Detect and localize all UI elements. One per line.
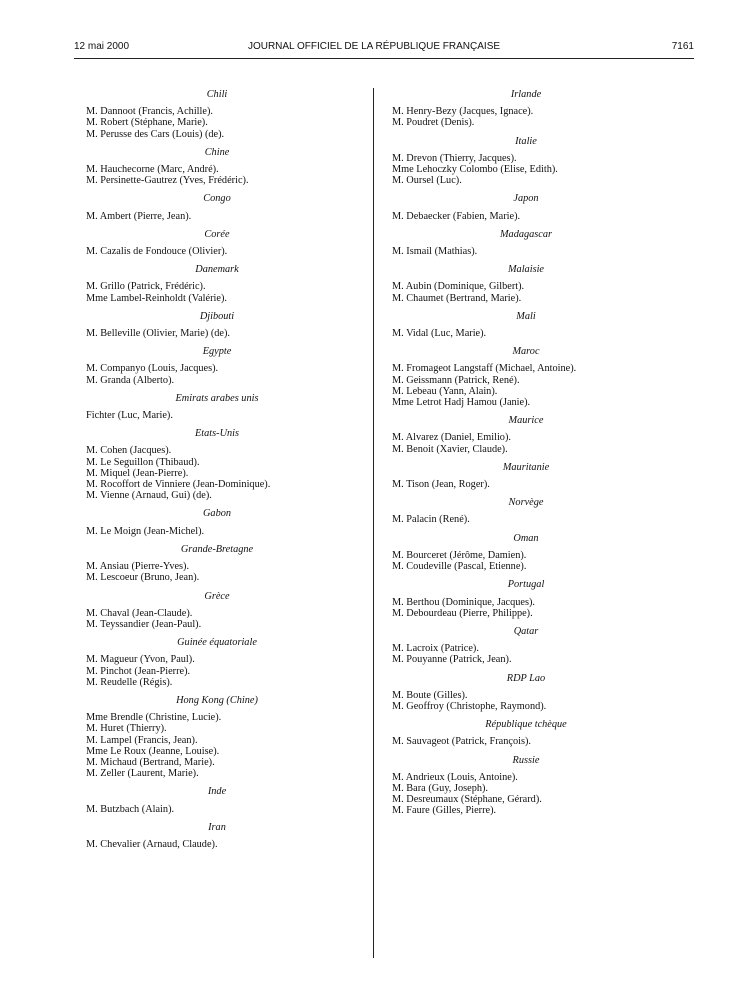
left-column <box>86 82 348 850</box>
appointee-entry: M. Chaumet (Bertrand, Marie). <box>392 292 522 304</box>
country-section <box>86 508 348 536</box>
appointee-entry: M. Fromageot Langstaff (Michael, Antoine). <box>392 363 577 375</box>
country-heading: Oman <box>513 532 539 544</box>
appointee-entry: M. Chaval (Jean-Claude). <box>86 607 193 619</box>
appointee-entry: M. Le Moign (Jean-Michel). <box>86 525 205 537</box>
country-section <box>86 264 348 304</box>
appointee-entry: M. Hauchecorne (Marc, André). <box>86 164 219 176</box>
country-heading: Congo <box>203 193 231 205</box>
country-heading: Italie <box>515 135 537 147</box>
appointee-entry: Mme Lambel-Reinholdt (Valérie). <box>86 292 227 304</box>
country-heading: Corée <box>204 228 230 240</box>
country-heading: Chine <box>204 146 230 158</box>
appointee-entry: M. Cohen (Jacques). <box>86 445 172 457</box>
appointee-entry: M. Teyssandier (Jean-Paul). <box>86 618 202 630</box>
country-heading: Irlande <box>510 89 542 100</box>
appointee-entry: M. Le Seguillon (Thibaud). <box>86 456 200 468</box>
appointee-entry: M. Vidal (Luc, Marie). <box>392 328 487 340</box>
appointee-entry: M. Magueur (Yvon, Paul). <box>86 654 195 666</box>
column-divider <box>373 88 374 958</box>
country-heading: Chili <box>206 89 228 100</box>
country-section <box>86 786 348 814</box>
appointee-entry: M. Desreumaux (Stéphane, Gérard). <box>392 794 542 806</box>
country-section <box>392 136 660 187</box>
country-section <box>392 193 660 221</box>
appointee-entry: M. Oursel (Luc). <box>392 175 462 187</box>
country-section <box>86 193 348 221</box>
appointee-entry: M. Lampel (Francis, Jean). <box>86 734 198 746</box>
appointee-entry: M. Dannoot (Francis, Achille). <box>86 106 213 118</box>
appointee-entry: Mme Lehoczky Colombo (Elise, Edith). <box>392 164 558 176</box>
appointee-entry: M. Zeller (Laurent, Marie). <box>86 768 199 780</box>
country-section <box>392 626 660 666</box>
country-heading: Grèce <box>204 590 230 602</box>
appointee-entry: M. Lebeau (Yann, Alain). <box>392 385 498 397</box>
country-section <box>86 822 348 850</box>
country-section <box>392 719 660 747</box>
country-heading: Etats-Unis <box>194 428 240 440</box>
country-section <box>392 89 660 129</box>
country-heading: Gabon <box>202 508 232 520</box>
appointee-entry: M. Bourceret (Jérôme, Damien). <box>392 549 527 561</box>
appointee-entry: M. Berthou (Dominique, Jacques). <box>392 596 535 608</box>
appointee-entry: M. Coudeville (Pascal, Etienne). <box>392 561 527 573</box>
appointee-entry: M. Chevalier (Arnaud, Claude). <box>86 838 218 850</box>
appointee-entry: M. Cazalis de Fondouce (Olivier). <box>86 246 228 258</box>
country-section <box>86 229 348 257</box>
appointee-entry: M. Michaud (Bertrand, Marie). <box>86 756 215 768</box>
country-heading: Malaisie <box>507 264 545 276</box>
country-section <box>392 533 660 573</box>
right-column <box>392 82 660 817</box>
appointee-entry: M. Alvarez (Daniel, Emilio). <box>392 432 511 444</box>
country-section <box>86 393 348 421</box>
appointee-entry: M. Boute (Gilles). <box>392 689 468 701</box>
appointee-entry: M. Vienne (Arnaud, Gui) (de). <box>86 490 212 502</box>
appointee-entry: M. Henry-Bezy (Jacques, Ignace). <box>392 106 534 118</box>
country-section <box>86 544 348 584</box>
country-section <box>86 147 348 187</box>
appointee-entry: M. Perusse des Cars (Louis) (de). <box>86 128 225 140</box>
country-section <box>392 462 660 490</box>
appointee-entry: M. Lacroix (Patrice). <box>392 643 479 655</box>
country-heading: Norvège <box>508 497 544 509</box>
country-section <box>86 695 348 779</box>
appointee-entry: Fichter (Luc, Marie). <box>86 410 173 422</box>
appointee-entry: M. Grillo (Patrick, Frédéric). <box>86 281 206 293</box>
country-section <box>392 415 660 455</box>
appointee-entry: M. Poudret (Denis). <box>392 117 475 129</box>
appointee-entry: Mme Brendle (Christine, Lucie). <box>86 712 222 724</box>
country-heading: Iran <box>208 821 226 833</box>
appointee-entry: M. Lescoeur (Bruno, Jean). <box>86 572 200 584</box>
appointee-entry: M. Andrieux (Louis, Antoine). <box>392 771 518 783</box>
appointee-entry: M. Belleville (Olivier, Marie) (de). <box>86 328 230 340</box>
country-section <box>392 673 660 713</box>
appointee-entry: M. Palacin (René). <box>392 514 470 526</box>
appointee-entry: M. Granda (Alberto). <box>86 374 175 386</box>
appointee-entry: M. Robert (Stéphane, Marie). <box>86 117 208 129</box>
appointee-entry: M. Butzbach (Alain). <box>86 803 175 815</box>
country-heading: Djibouti <box>199 310 235 322</box>
country-section <box>86 428 348 501</box>
country-heading: République tchèque <box>485 719 567 731</box>
appointee-entry: M. Geoffroy (Christophe, Raymond). <box>392 700 547 712</box>
appointee-entry: M. Miquel (Jean-Pierre). <box>86 467 189 479</box>
appointee-entry: Mme Letrot Hadj Hamou (Janie). <box>392 397 531 409</box>
appointee-entry: M. Companyo (Louis, Jacques). <box>86 363 219 375</box>
country-heading: Japon <box>513 193 539 205</box>
country-heading: Portugal <box>507 579 545 591</box>
appointee-entry: M. Faure (Gilles, Pierre). <box>392 805 497 817</box>
appointee-entry: M. Huret (Thierry). <box>86 723 167 735</box>
country-section <box>392 497 660 525</box>
appointee-entry: M. Persinette-Gautrez (Yves, Frédéric). <box>86 175 249 187</box>
country-section <box>392 755 660 817</box>
country-section <box>86 346 348 386</box>
country-heading: Qatar <box>513 625 539 637</box>
appointee-entry: M. Bara (Guy, Joseph). <box>392 782 488 794</box>
country-section <box>86 637 348 688</box>
appointee-entry: M. Debourdeau (Pierre, Philippe). <box>392 607 533 619</box>
country-heading: Guinée équatoriale <box>177 637 257 649</box>
header-date: 12 mai 2000 <box>74 41 130 52</box>
country-section <box>392 229 660 257</box>
appointee-entry: M. Ansiau (Pierre-Yves). <box>86 561 190 573</box>
country-section <box>392 346 660 408</box>
header-page-number: 7161 <box>671 41 694 52</box>
appointee-entry: M. Pinchot (Jean-Pierre). <box>86 665 191 677</box>
country-heading: Mali <box>516 310 536 322</box>
country-heading: Russie <box>512 754 540 766</box>
country-section <box>392 311 660 339</box>
appointee-entry: M. Drevon (Thierry, Jacques). <box>392 152 517 164</box>
header-title: JOURNAL OFFICIEL DE LA RÉPUBLIQUE FRANÇAISE <box>247 41 501 52</box>
country-section <box>86 89 348 140</box>
country-heading: Maroc <box>512 346 540 358</box>
appointee-entry: M. Aubin (Dominique, Gilbert). <box>392 281 525 293</box>
appointee-entry: M. Ambert (Pierre, Jean). <box>86 210 192 222</box>
appointee-entry: Mme Le Roux (Jeanne, Louise). <box>86 745 220 757</box>
country-heading: Hong Kong (Chine) <box>176 694 258 706</box>
appointee-entry: M. Reudelle (Régis). <box>86 676 173 688</box>
country-heading: Maurice <box>508 415 544 427</box>
country-section <box>86 311 348 339</box>
country-section <box>86 591 348 631</box>
country-heading: Grande-Bretagne <box>180 543 254 555</box>
appointee-entry: M. Pouyanne (Patrick, Jean). <box>392 654 512 666</box>
appointee-entry: M. Rocoffort de Vinniere (Jean-Dominique). <box>86 479 271 491</box>
country-heading: Emirats arabes unis <box>175 392 259 404</box>
appointee-entry: M. Debaecker (Fabien, Marie). <box>392 210 521 222</box>
country-heading: Egypte <box>202 346 232 358</box>
country-heading: RDP Lao <box>506 672 546 684</box>
country-heading: Inde <box>207 786 227 798</box>
country-heading: Mauritanie <box>502 461 550 473</box>
appointee-entry: M. Tison (Jean, Roger). <box>392 479 490 491</box>
appointee-entry: M. Sauvageot (Patrick, François). <box>392 736 531 748</box>
country-section <box>392 264 660 304</box>
appointee-entry: M. Benoit (Xavier, Claude). <box>392 443 508 455</box>
appointee-entry: M. Geissmann (Patrick, René). <box>392 374 520 386</box>
appointee-entry: M. Ismail (Mathias). <box>392 246 478 258</box>
header-rule <box>74 58 694 59</box>
country-section <box>392 579 660 619</box>
country-heading: Danemark <box>195 264 239 276</box>
country-heading: Madagascar <box>499 228 553 240</box>
